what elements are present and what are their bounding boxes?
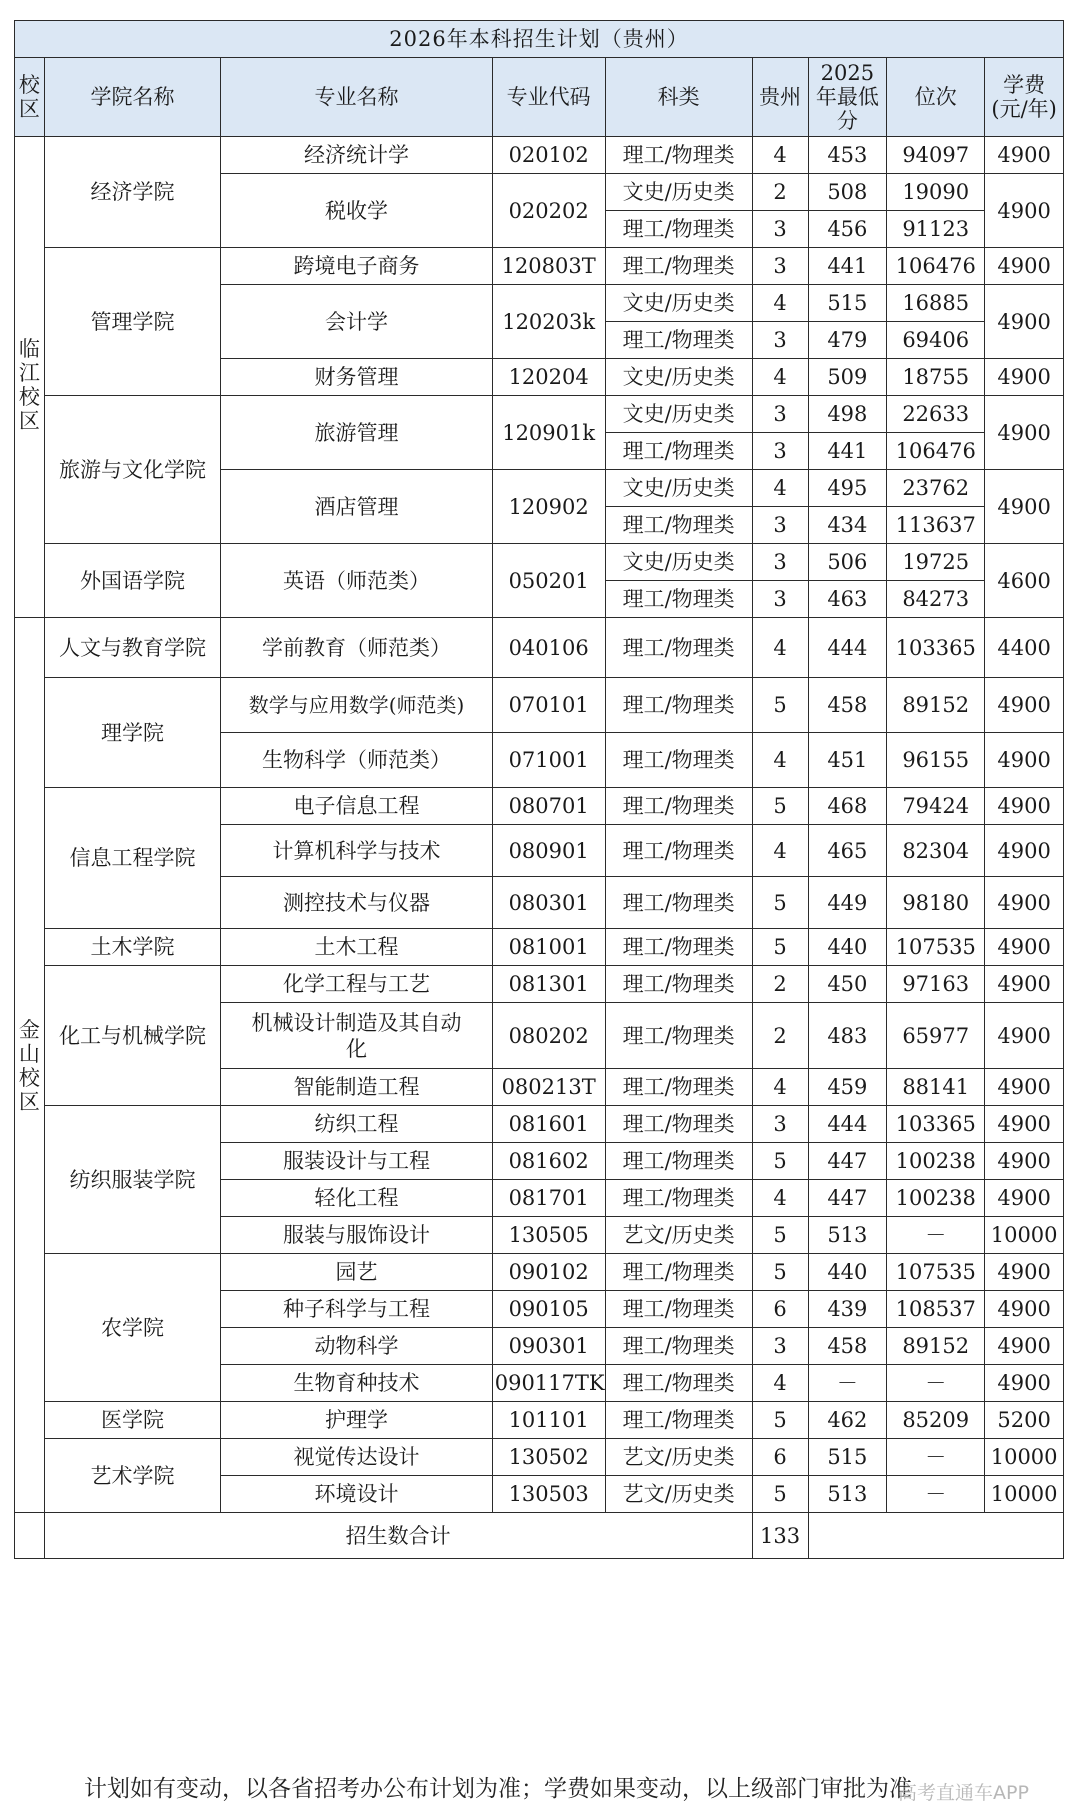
quota: 5 bbox=[752, 1254, 808, 1291]
quota: 5 bbox=[752, 877, 808, 929]
major-code: 130505 bbox=[492, 1217, 605, 1254]
quota: 3 bbox=[752, 248, 808, 285]
tuition-fee: 4900 bbox=[985, 929, 1064, 966]
major-name: 测控技术与仪器 bbox=[221, 877, 492, 929]
rank: 65977 bbox=[887, 1003, 985, 1069]
subject-type: 理工/物理类 bbox=[605, 248, 752, 285]
major-code: 020102 bbox=[492, 137, 605, 174]
rank: 82304 bbox=[887, 825, 985, 877]
subject-type: 理工/物理类 bbox=[605, 322, 752, 359]
quota: 4 bbox=[752, 618, 808, 678]
subject-type: 理工/物理类 bbox=[605, 733, 752, 788]
major-code: 080301 bbox=[492, 877, 605, 929]
campus-name: 临江校区 bbox=[15, 137, 45, 618]
rank: － bbox=[887, 1365, 985, 1402]
college-name: 化工与机械学院 bbox=[44, 966, 221, 1106]
subject-type: 文史/历史类 bbox=[605, 544, 752, 581]
table-row bbox=[15, 1254, 1064, 1291]
header-code: 专业代码 bbox=[492, 58, 605, 137]
min-score: 441 bbox=[808, 248, 887, 285]
min-score: 483 bbox=[808, 1003, 887, 1069]
subject-type: 理工/物理类 bbox=[605, 825, 752, 877]
table-row bbox=[15, 248, 1064, 285]
total-blank-left bbox=[15, 1513, 45, 1559]
subject-type: 理工/物理类 bbox=[605, 433, 752, 470]
min-score: 509 bbox=[808, 359, 887, 396]
college-name: 土木学院 bbox=[44, 929, 221, 966]
subject-type: 文史/历史类 bbox=[605, 174, 752, 211]
tuition-fee: 4900 bbox=[985, 1291, 1064, 1328]
subject-type: 理工/物理类 bbox=[605, 618, 752, 678]
major-code: 080901 bbox=[492, 825, 605, 877]
min-score: 434 bbox=[808, 507, 887, 544]
tuition-fee: 4900 bbox=[985, 877, 1064, 929]
table-row bbox=[15, 788, 1064, 825]
min-score: 444 bbox=[808, 1106, 887, 1143]
subject-type: 理工/物理类 bbox=[605, 1106, 752, 1143]
quota: 5 bbox=[752, 1402, 808, 1439]
header-campus: 校区 bbox=[15, 58, 45, 137]
quota: 2 bbox=[752, 1003, 808, 1069]
table-row bbox=[15, 929, 1064, 966]
tuition-fee: 10000 bbox=[985, 1476, 1064, 1513]
subject-type: 文史/历史类 bbox=[605, 359, 752, 396]
subject-type: 文史/历史类 bbox=[605, 396, 752, 433]
rank: 22633 bbox=[887, 396, 985, 433]
min-score: 515 bbox=[808, 1439, 887, 1476]
quota: 3 bbox=[752, 507, 808, 544]
major-code: 090301 bbox=[492, 1328, 605, 1365]
min-score: 515 bbox=[808, 285, 887, 322]
subject-type: 理工/物理类 bbox=[605, 1254, 752, 1291]
footnote: 计划如有变动，以各省招考办公布计划为准；学费如果变动，以上级部门审批为准 bbox=[84, 1776, 912, 1802]
quota: 6 bbox=[752, 1291, 808, 1328]
header-fee: 学费(元/年) bbox=[985, 58, 1064, 137]
major-code: 090117TK bbox=[492, 1365, 605, 1402]
rank: 106476 bbox=[887, 433, 985, 470]
tuition-fee: 4900 bbox=[985, 285, 1064, 359]
quota: 5 bbox=[752, 1476, 808, 1513]
major-name: 园艺 bbox=[221, 1254, 492, 1291]
major-name: 生物科学（师范类） bbox=[221, 733, 492, 788]
min-score: 447 bbox=[808, 1143, 887, 1180]
college-name: 艺术学院 bbox=[44, 1439, 221, 1513]
rank: 100238 bbox=[887, 1143, 985, 1180]
table-title: 2026年本科招生计划（贵州） bbox=[15, 21, 1064, 58]
rank: 100238 bbox=[887, 1180, 985, 1217]
tuition-fee: 4400 bbox=[985, 618, 1064, 678]
min-score: 498 bbox=[808, 396, 887, 433]
rank: 103365 bbox=[887, 618, 985, 678]
quota: 3 bbox=[752, 581, 808, 618]
min-score: 440 bbox=[808, 929, 887, 966]
subject-type: 理工/物理类 bbox=[605, 1328, 752, 1365]
min-score: 495 bbox=[808, 470, 887, 507]
table-row bbox=[15, 137, 1064, 174]
rank: 103365 bbox=[887, 1106, 985, 1143]
min-score: 506 bbox=[808, 544, 887, 581]
quota: 3 bbox=[752, 396, 808, 433]
major-name: 生物育种技术 bbox=[221, 1365, 492, 1402]
tuition-fee: 4900 bbox=[985, 788, 1064, 825]
quota: 3 bbox=[752, 1106, 808, 1143]
rank: 85209 bbox=[887, 1402, 985, 1439]
tuition-fee: 4900 bbox=[985, 359, 1064, 396]
min-score: 459 bbox=[808, 1069, 887, 1106]
rank: 16885 bbox=[887, 285, 985, 322]
table-row bbox=[15, 618, 1064, 678]
major-name: 财务管理 bbox=[221, 359, 492, 396]
total-value: 133 bbox=[752, 1513, 808, 1559]
major-name: 服装设计与工程 bbox=[221, 1143, 492, 1180]
min-score: 458 bbox=[808, 678, 887, 733]
subject-type: 理工/物理类 bbox=[605, 1402, 752, 1439]
watermark: 高考直通车APP bbox=[898, 1782, 1029, 1804]
college-name: 经济学院 bbox=[44, 137, 221, 248]
subject-type: 理工/物理类 bbox=[605, 507, 752, 544]
quota: 5 bbox=[752, 788, 808, 825]
quota: 6 bbox=[752, 1439, 808, 1476]
major-code: 120901k bbox=[492, 396, 605, 470]
quota: 4 bbox=[752, 359, 808, 396]
rank: 89152 bbox=[887, 678, 985, 733]
major-name: 化学工程与工艺 bbox=[221, 966, 492, 1003]
min-score: 444 bbox=[808, 618, 887, 678]
quota: 5 bbox=[752, 1143, 808, 1180]
quota: 3 bbox=[752, 322, 808, 359]
rank: 23762 bbox=[887, 470, 985, 507]
major-code: 071001 bbox=[492, 733, 605, 788]
tuition-fee: 4600 bbox=[985, 544, 1064, 618]
major-name: 视觉传达设计 bbox=[221, 1439, 492, 1476]
subject-type: 理工/物理类 bbox=[605, 211, 752, 248]
quota: 4 bbox=[752, 733, 808, 788]
table-row bbox=[15, 1439, 1064, 1476]
tuition-fee: 4900 bbox=[985, 248, 1064, 285]
quota: 2 bbox=[752, 966, 808, 1003]
major-name: 英语（师范类） bbox=[221, 544, 492, 618]
major-code: 120902 bbox=[492, 470, 605, 544]
major-name: 轻化工程 bbox=[221, 1180, 492, 1217]
table-row bbox=[15, 1402, 1064, 1439]
major-name: 税收学 bbox=[221, 174, 492, 248]
quota: 5 bbox=[752, 678, 808, 733]
major-name: 护理学 bbox=[221, 1402, 492, 1439]
tuition-fee: 10000 bbox=[985, 1217, 1064, 1254]
quota: 4 bbox=[752, 470, 808, 507]
major-name: 会计学 bbox=[221, 285, 492, 359]
major-code: 081001 bbox=[492, 929, 605, 966]
major-name: 动物科学 bbox=[221, 1328, 492, 1365]
header-college: 学院名称 bbox=[44, 58, 221, 137]
header-rank: 位次 bbox=[887, 58, 985, 137]
subject-type: 理工/物理类 bbox=[605, 137, 752, 174]
rank: 96155 bbox=[887, 733, 985, 788]
major-code: 080202 bbox=[492, 1003, 605, 1069]
college-name: 外国语学院 bbox=[44, 544, 221, 618]
rank: 88141 bbox=[887, 1069, 985, 1106]
college-name: 医学院 bbox=[44, 1402, 221, 1439]
college-name: 信息工程学院 bbox=[44, 788, 221, 929]
subject-type: 理工/物理类 bbox=[605, 1180, 752, 1217]
major-code: 101101 bbox=[492, 1402, 605, 1439]
major-name: 环境设计 bbox=[221, 1476, 492, 1513]
major-name: 计算机科学与技术 bbox=[221, 825, 492, 877]
min-score: 441 bbox=[808, 433, 887, 470]
table-row bbox=[15, 544, 1064, 581]
major-code: 081701 bbox=[492, 1180, 605, 1217]
major-code: 081601 bbox=[492, 1106, 605, 1143]
major-code: 080213T bbox=[492, 1069, 605, 1106]
rank: 84273 bbox=[887, 581, 985, 618]
min-score: 513 bbox=[808, 1217, 887, 1254]
tuition-fee: 4900 bbox=[985, 1003, 1064, 1069]
major-name: 土木工程 bbox=[221, 929, 492, 966]
major-name: 酒店管理 bbox=[221, 470, 492, 544]
major-code: 130503 bbox=[492, 1476, 605, 1513]
tuition-fee: 5200 bbox=[985, 1402, 1064, 1439]
tuition-fee: 4900 bbox=[985, 966, 1064, 1003]
major-name: 种子科学与工程 bbox=[221, 1291, 492, 1328]
rank: － bbox=[887, 1476, 985, 1513]
table-row bbox=[15, 678, 1064, 733]
major-name: 纺织工程 bbox=[221, 1106, 492, 1143]
subject-type: 理工/物理类 bbox=[605, 788, 752, 825]
major-code: 081602 bbox=[492, 1143, 605, 1180]
rank: － bbox=[887, 1439, 985, 1476]
rank: 98180 bbox=[887, 877, 985, 929]
rank: 79424 bbox=[887, 788, 985, 825]
quota: 3 bbox=[752, 433, 808, 470]
major-code: 120203k bbox=[492, 285, 605, 359]
min-score: 465 bbox=[808, 825, 887, 877]
admission-plan-sheet bbox=[14, 20, 1064, 1765]
subject-type: 艺文/历史类 bbox=[605, 1476, 752, 1513]
rank: 106476 bbox=[887, 248, 985, 285]
tuition-fee: 4900 bbox=[985, 678, 1064, 733]
rank: 107535 bbox=[887, 1254, 985, 1291]
rank: 19090 bbox=[887, 174, 985, 211]
table-row bbox=[15, 396, 1064, 433]
quota: 4 bbox=[752, 1180, 808, 1217]
rank: 94097 bbox=[887, 137, 985, 174]
quota: 4 bbox=[752, 137, 808, 174]
min-score: 453 bbox=[808, 137, 887, 174]
rank: 91123 bbox=[887, 211, 985, 248]
tuition-fee: 4900 bbox=[985, 825, 1064, 877]
rank: 18755 bbox=[887, 359, 985, 396]
subject-type: 理工/物理类 bbox=[605, 1003, 752, 1069]
tuition-fee: 4900 bbox=[985, 1143, 1064, 1180]
min-score: 508 bbox=[808, 174, 887, 211]
min-score: 479 bbox=[808, 322, 887, 359]
min-score: 462 bbox=[808, 1402, 887, 1439]
tuition-fee: 4900 bbox=[985, 396, 1064, 470]
min-score: 456 bbox=[808, 211, 887, 248]
major-code: 090105 bbox=[492, 1291, 605, 1328]
min-score: 463 bbox=[808, 581, 887, 618]
subject-type: 文史/历史类 bbox=[605, 285, 752, 322]
tuition-fee: 10000 bbox=[985, 1439, 1064, 1476]
header-subject: 科类 bbox=[605, 58, 752, 137]
min-score: 440 bbox=[808, 1254, 887, 1291]
quota: 5 bbox=[752, 929, 808, 966]
table-row bbox=[15, 966, 1064, 1003]
min-score: 468 bbox=[808, 788, 887, 825]
college-name: 纺织服装学院 bbox=[44, 1106, 221, 1254]
major-name: 经济统计学 bbox=[221, 137, 492, 174]
major-code: 070101 bbox=[492, 678, 605, 733]
tuition-fee: 4900 bbox=[985, 1254, 1064, 1291]
min-score: 447 bbox=[808, 1180, 887, 1217]
subject-type: 文史/历史类 bbox=[605, 470, 752, 507]
rank: 89152 bbox=[887, 1328, 985, 1365]
quota: 5 bbox=[752, 1217, 808, 1254]
quota: 4 bbox=[752, 1069, 808, 1106]
rank: 107535 bbox=[887, 929, 985, 966]
quota: 3 bbox=[752, 211, 808, 248]
subject-type: 理工/物理类 bbox=[605, 1143, 752, 1180]
rank: 97163 bbox=[887, 966, 985, 1003]
major-code: 080701 bbox=[492, 788, 605, 825]
major-name: 跨境电子商务 bbox=[221, 248, 492, 285]
subject-type: 理工/物理类 bbox=[605, 678, 752, 733]
quota: 4 bbox=[752, 825, 808, 877]
major-name: 旅游管理 bbox=[221, 396, 492, 470]
quota: 3 bbox=[752, 1328, 808, 1365]
table-row bbox=[15, 1106, 1064, 1143]
header-min-score: 2025年最低分 bbox=[808, 58, 887, 137]
major-code: 081301 bbox=[492, 966, 605, 1003]
min-score: 449 bbox=[808, 877, 887, 929]
major-name: 服装与服饰设计 bbox=[221, 1217, 492, 1254]
tuition-fee: 4900 bbox=[985, 470, 1064, 544]
college-name: 理学院 bbox=[44, 678, 221, 788]
subject-type: 理工/物理类 bbox=[605, 929, 752, 966]
rank: 69406 bbox=[887, 322, 985, 359]
tuition-fee: 4900 bbox=[985, 733, 1064, 788]
major-code: 090102 bbox=[492, 1254, 605, 1291]
tuition-fee: 4900 bbox=[985, 1365, 1064, 1402]
rank: 108537 bbox=[887, 1291, 985, 1328]
header-major: 专业名称 bbox=[221, 58, 492, 137]
min-score: 451 bbox=[808, 733, 887, 788]
subject-type: 理工/物理类 bbox=[605, 966, 752, 1003]
subject-type: 理工/物理类 bbox=[605, 1291, 752, 1328]
admission-plan-table bbox=[14, 20, 1064, 1559]
tuition-fee: 4900 bbox=[985, 1328, 1064, 1365]
major-name: 机械设计制造及其自动化 bbox=[221, 1003, 492, 1069]
rank: 19725 bbox=[887, 544, 985, 581]
college-name: 旅游与文化学院 bbox=[44, 396, 221, 544]
min-score: 439 bbox=[808, 1291, 887, 1328]
subject-type: 理工/物理类 bbox=[605, 1069, 752, 1106]
tuition-fee: 4900 bbox=[985, 1069, 1064, 1106]
quota: 4 bbox=[752, 1365, 808, 1402]
header-quota: 贵州 bbox=[752, 58, 808, 137]
college-name: 管理学院 bbox=[44, 248, 221, 396]
min-score: 450 bbox=[808, 966, 887, 1003]
major-name: 数学与应用数学(师范类) bbox=[221, 678, 492, 733]
major-code: 020202 bbox=[492, 174, 605, 248]
subject-type: 艺文/历史类 bbox=[605, 1217, 752, 1254]
total-label: 招生数合计 bbox=[44, 1513, 752, 1559]
major-code: 120204 bbox=[492, 359, 605, 396]
quota: 4 bbox=[752, 285, 808, 322]
subject-type: 理工/物理类 bbox=[605, 1365, 752, 1402]
min-score: － bbox=[808, 1365, 887, 1402]
min-score: 458 bbox=[808, 1328, 887, 1365]
rank: － bbox=[887, 1217, 985, 1254]
campus-name: 金山校区 bbox=[15, 618, 45, 1513]
tuition-fee: 4900 bbox=[985, 1180, 1064, 1217]
quota: 3 bbox=[752, 544, 808, 581]
major-code: 050201 bbox=[492, 544, 605, 618]
major-name: 电子信息工程 bbox=[221, 788, 492, 825]
major-code: 120803T bbox=[492, 248, 605, 285]
tuition-fee: 4900 bbox=[985, 137, 1064, 174]
subject-type: 理工/物理类 bbox=[605, 877, 752, 929]
quota: 2 bbox=[752, 174, 808, 211]
subject-type: 艺文/历史类 bbox=[605, 1439, 752, 1476]
tuition-fee: 4900 bbox=[985, 174, 1064, 248]
college-name: 人文与教育学院 bbox=[44, 618, 221, 678]
tuition-fee: 4900 bbox=[985, 1106, 1064, 1143]
subject-type: 理工/物理类 bbox=[605, 581, 752, 618]
major-name: 智能制造工程 bbox=[221, 1069, 492, 1106]
college-name: 农学院 bbox=[44, 1254, 221, 1402]
major-name: 学前教育（师范类） bbox=[221, 618, 492, 678]
major-code: 130502 bbox=[492, 1439, 605, 1476]
min-score: 513 bbox=[808, 1476, 887, 1513]
rank: 113637 bbox=[887, 507, 985, 544]
major-code: 040106 bbox=[492, 618, 605, 678]
total-blank-right bbox=[808, 1513, 1063, 1559]
